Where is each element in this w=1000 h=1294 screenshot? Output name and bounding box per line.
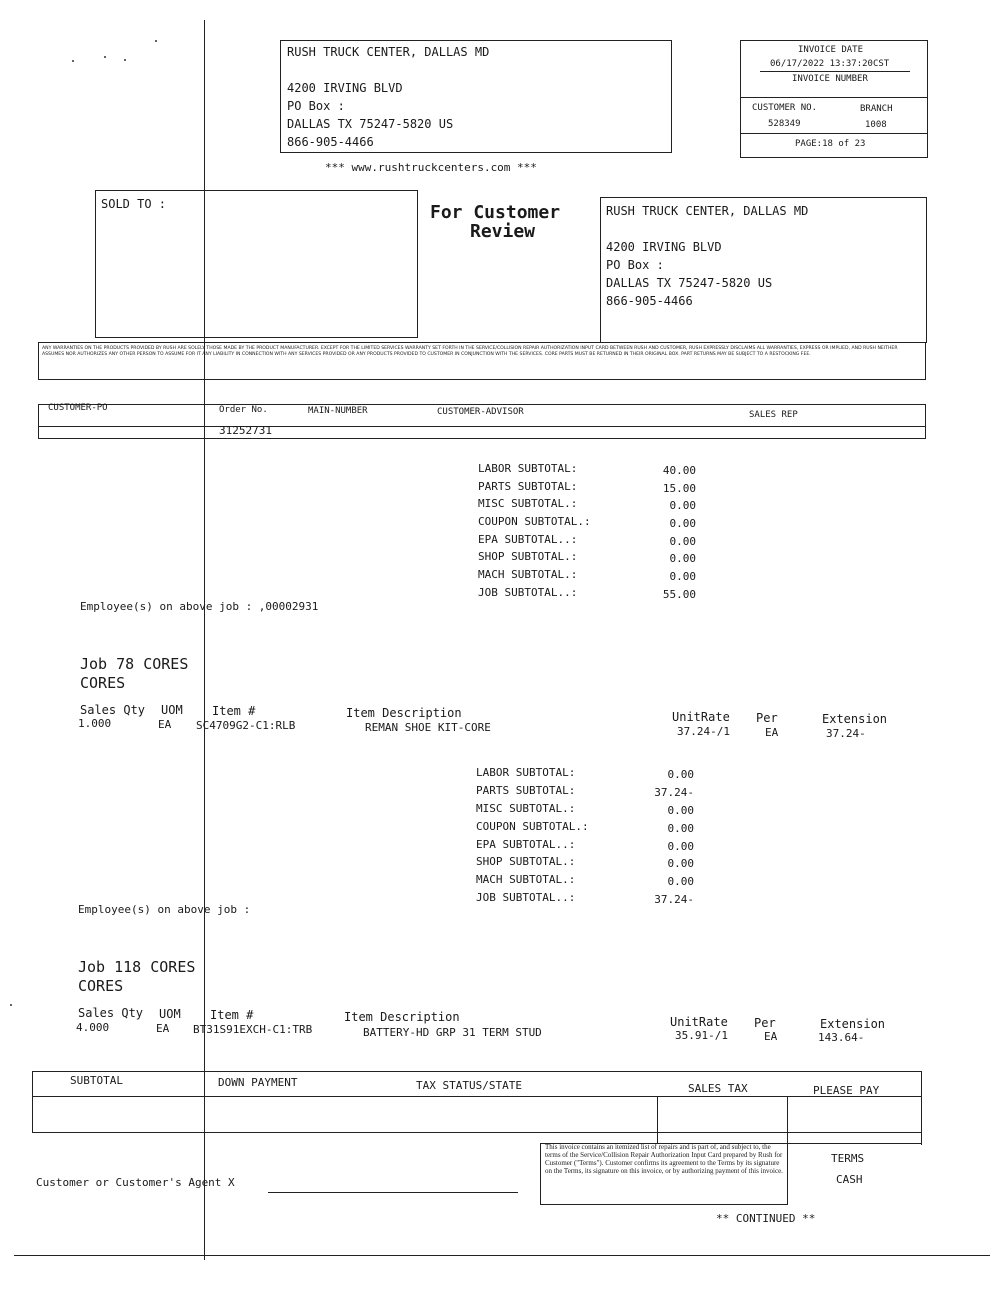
job118-title: Job 118 CORES [78,958,196,976]
subtotal-label: SUBTOTAL [70,1074,123,1087]
main-number-label: MAIN-NUMBER [308,406,368,416]
job118-unitrate: 35.91-/1 [675,1029,728,1042]
job78-col-desc: Item Description [346,706,462,720]
store-po-box: PO Box : [287,99,345,113]
store-address [287,43,489,151]
remit-address [606,202,808,310]
epa-subtotal-value: 0.00 [669,534,696,548]
misc-subtotal-value: 0.00 [667,803,694,817]
mach-subtotal-value: 0.00 [667,875,694,889]
job118-col-per: Per [754,1016,776,1030]
mach-subtotal-label: MACH SUBTOTAL.: [476,873,576,887]
job118-uom: EA [156,1022,170,1035]
job118-col-ext: Extension [820,1017,886,1031]
sold-to-box [95,190,418,338]
job78-per: EA [765,726,779,739]
footer-left-edge [32,1071,33,1132]
job78-subtitle: CORES [80,674,126,692]
review-stamp-line1: For Customer [430,202,561,223]
job118-ext: 143.64- [818,1031,865,1044]
remit-city: DALLAS TX 75247-5820 US [606,276,773,290]
job-subtotal-value: 55.00 [662,587,696,601]
subtotal-labels-1 [478,461,591,603]
job118-col-item: Item # [210,1008,254,1022]
customer-no-value: 528349 [768,119,801,129]
terms-label: TERMS [831,1152,865,1165]
footer-header-line [32,1096,922,1097]
sold-to-label: SOLD TO : [101,197,167,211]
branch-value: 1008 [865,120,887,130]
invoice-info-divider [740,133,928,134]
order-header-left-edge [38,404,39,438]
coupon-subtotal-value: 0.00 [669,517,696,531]
sales-tax-label: SALES TAX [688,1082,748,1095]
footer-bottom-line [32,1132,922,1133]
remit-street: 4200 IRVING BLVD [606,240,722,254]
page-bottom-line [14,1255,990,1256]
job78-col-sales-qty: Sales Qty [80,703,146,717]
page-indicator: PAGE:18 of 23 [795,139,866,149]
subtotal-labels-2 [476,765,589,908]
job118-per: EA [764,1030,778,1043]
down-payment-label: DOWN PAYMENT [218,1076,298,1089]
job118-subtitle: CORES [78,977,124,995]
job78-ext: 37.24- [826,727,866,740]
mach-subtotal-value: 0.00 [669,570,696,584]
remit-phone: 866-905-4466 [606,294,693,308]
shop-subtotal-label: SHOP SUBTOTAL.: [478,550,578,564]
job78-unitrate: 37.24-/1 [677,725,730,738]
store-street: 4200 IRVING BLVD [287,81,403,95]
order-no-value: 31252731 [219,424,272,437]
job118-col-desc: Item Description [344,1010,460,1024]
job118-col-unitrate: UnitRate [670,1015,728,1029]
order-header-right-edge [925,404,926,438]
job78-title: Job 78 CORES [80,655,189,673]
footer-divider [787,1096,788,1204]
tax-status-label: TAX STATUS/STATE [416,1079,522,1092]
shop-subtotal-value: 0.00 [667,857,694,871]
warranty-text: ANY WARRANTIES ON THE PRODUCTS PROVIDED BY RUSH ARE SOLELY THOSE MADE BY THE PRODUCT MANUFACTURER. EXCEPT FOR THE LIMITED SERVICES WARRANTY SET FORTH IN THE SERVICE/COLLISION REPAIR AUTHORIZATION INPUT CARD BETWEEN RUSH AND CUSTOMER, RUSH EXPRESSLY DISCLAIMS ALL WARRANTIES, EXPRESS OR IMPLIED, AND RUSH NEITHER ASSUMES NOR AUTHORIZES ANY OTHER PERSON TO ASSUME FOR IT ANY LIABILITY IN CONNECTION WITH ANY SERVICES PROVIDED OR ANY PRODUCTS PROVIDED TO CUSTOMER IN CONJUNCTION WITH THE SERVICES. CORE PARTS MUST BE RETURNED IN THEIR ORIGINAL BOX. PART RETURNS MAY BE SUBJECT TO A RESTOCKING FEE. [42,346,898,357]
parts-subtotal-label: PARTS SUBTOTAL: [476,783,576,797]
footer-top-line [32,1071,922,1072]
job118-col-sales-qty: Sales Qty [78,1006,144,1020]
customer-po-label: CUSTOMER-PO [48,403,108,413]
job78-col-item: Item # [212,704,256,718]
labor-subtotal-label: LABOR SUBTOTAL: [476,766,576,779]
job78-col-uom: UOM [161,703,183,717]
review-stamp-line2: Review [470,221,536,242]
invoice-info-divider [740,97,928,98]
order-header-bottom-line [38,438,926,439]
shop-subtotal-label: SHOP SUBTOTAL.: [476,855,576,869]
parts-subtotal-value: 15.00 [662,481,696,495]
terms-value: CASH [836,1173,863,1186]
epa-subtotal-label: EPA SUBTOTAL..: [478,532,578,546]
order-header-top-line [38,404,926,405]
customer-no-label: CUSTOMER NO. [752,103,818,113]
mach-subtotal-label: MACH SUBTOTAL.: [478,568,578,582]
store-city: DALLAS TX 75247-5820 US [287,117,454,131]
branch-label: BRANCH [860,104,893,114]
employees-line-1: Employee(s) on above job : ,00002931 [80,600,319,613]
scan-speck [10,1004,12,1006]
job118-col-uom: UOM [159,1007,181,1021]
scan-speck [155,40,157,42]
job118-desc: BATTERY-HD GRP 31 TERM STUD [363,1026,542,1039]
job78-col-ext: Extension [822,712,888,726]
employees-line-2: Employee(s) on above job : [78,903,251,916]
order-no-label: Order No. [219,405,268,415]
customer-advisor-label: CUSTOMER-ADVISOR [437,407,524,417]
terms-bottom-line [540,1204,788,1205]
shop-subtotal-value: 0.00 [669,552,696,566]
labor-subtotal-value: 0.00 [667,768,694,781]
order-header-mid-line [38,426,926,427]
invoice-number-label: INVOICE NUMBER [792,74,868,84]
signature-line[interactable] [268,1192,518,1193]
epa-subtotal-value: 0.00 [667,839,694,853]
parts-subtotal-value: 37.24- [654,785,694,799]
job78-uom: EA [158,718,172,731]
job-subtotal-value: 37.24- [654,893,694,907]
job-subtotal-label: JOB SUBTOTAL..: [476,891,576,905]
footer-divider [657,1096,658,1143]
job118-qty: 4.000 [76,1021,110,1034]
job78-desc: REMAN SHOE KIT-CORE [365,721,491,734]
parts-subtotal-label: PARTS SUBTOTAL: [478,479,578,493]
invoice-disclaimer: This invoice contains an itemized list of repairs and is part of, and subject to, the terms of the Service/Collision Repair Authorization Input Card prepared by Rush for Customer ("Terms"). Customer confirms its agreement to the Terms by its signature on the Terms, its signature on this invoice, or by authorizing payment of this invoice. [545,1143,783,1175]
job78-col-per: Per [756,711,778,725]
website-text: *** www.rushtruckcenters.com *** [325,161,537,174]
store-phone: 866-905-4466 [287,135,374,149]
scan-speck [72,60,74,62]
subtotal-values-1 [640,463,696,605]
misc-subtotal-label: MISC SUBTOTAL.: [476,801,576,815]
scan-speck [124,59,126,61]
remit-po-box: PO Box : [606,258,664,272]
remit-name: RUSH TRUCK CENTER, DALLAS MD [606,204,809,218]
job78-qty: 1.000 [78,717,112,730]
store-name: RUSH TRUCK CENTER, DALLAS MD [287,45,490,59]
job-subtotal-label: JOB SUBTOTAL..: [478,585,578,599]
job118-item: BT31S91EXCH-C1:TRB [193,1023,313,1036]
continued-text: ** CONTINUED ** [716,1212,816,1225]
scan-speck [104,56,106,58]
misc-subtotal-value: 0.00 [669,499,696,513]
labor-subtotal-value: 40.00 [662,464,696,477]
job78-col-unitrate: UnitRate [672,710,730,724]
labor-subtotal-label: LABOR SUBTOTAL: [478,462,578,475]
invoice-date-value: 06/17/2022 13:37:20CST [770,59,890,69]
date-underline [760,71,910,72]
please-pay-label: PLEASE PAY [813,1084,880,1097]
coupon-subtotal-label: COUPON SUBTOTAL.: [478,515,591,529]
sales-rep-label: SALES REP [749,410,798,420]
epa-subtotal-label: EPA SUBTOTAL..: [476,837,576,851]
terms-left-edge [540,1143,541,1204]
misc-subtotal-label: MISC SUBTOTAL.: [478,497,578,511]
invoice-date-label: INVOICE DATE [798,45,864,55]
coupon-subtotal-label: COUPON SUBTOTAL.: [476,819,589,833]
footer-right-edge [921,1071,922,1145]
subtotal-values-2 [640,767,694,910]
coupon-subtotal-value: 0.00 [667,821,694,835]
signature-label: Customer or Customer's Agent X [36,1176,235,1189]
job78-item: SC4709G2-C1:RLB [196,719,296,732]
